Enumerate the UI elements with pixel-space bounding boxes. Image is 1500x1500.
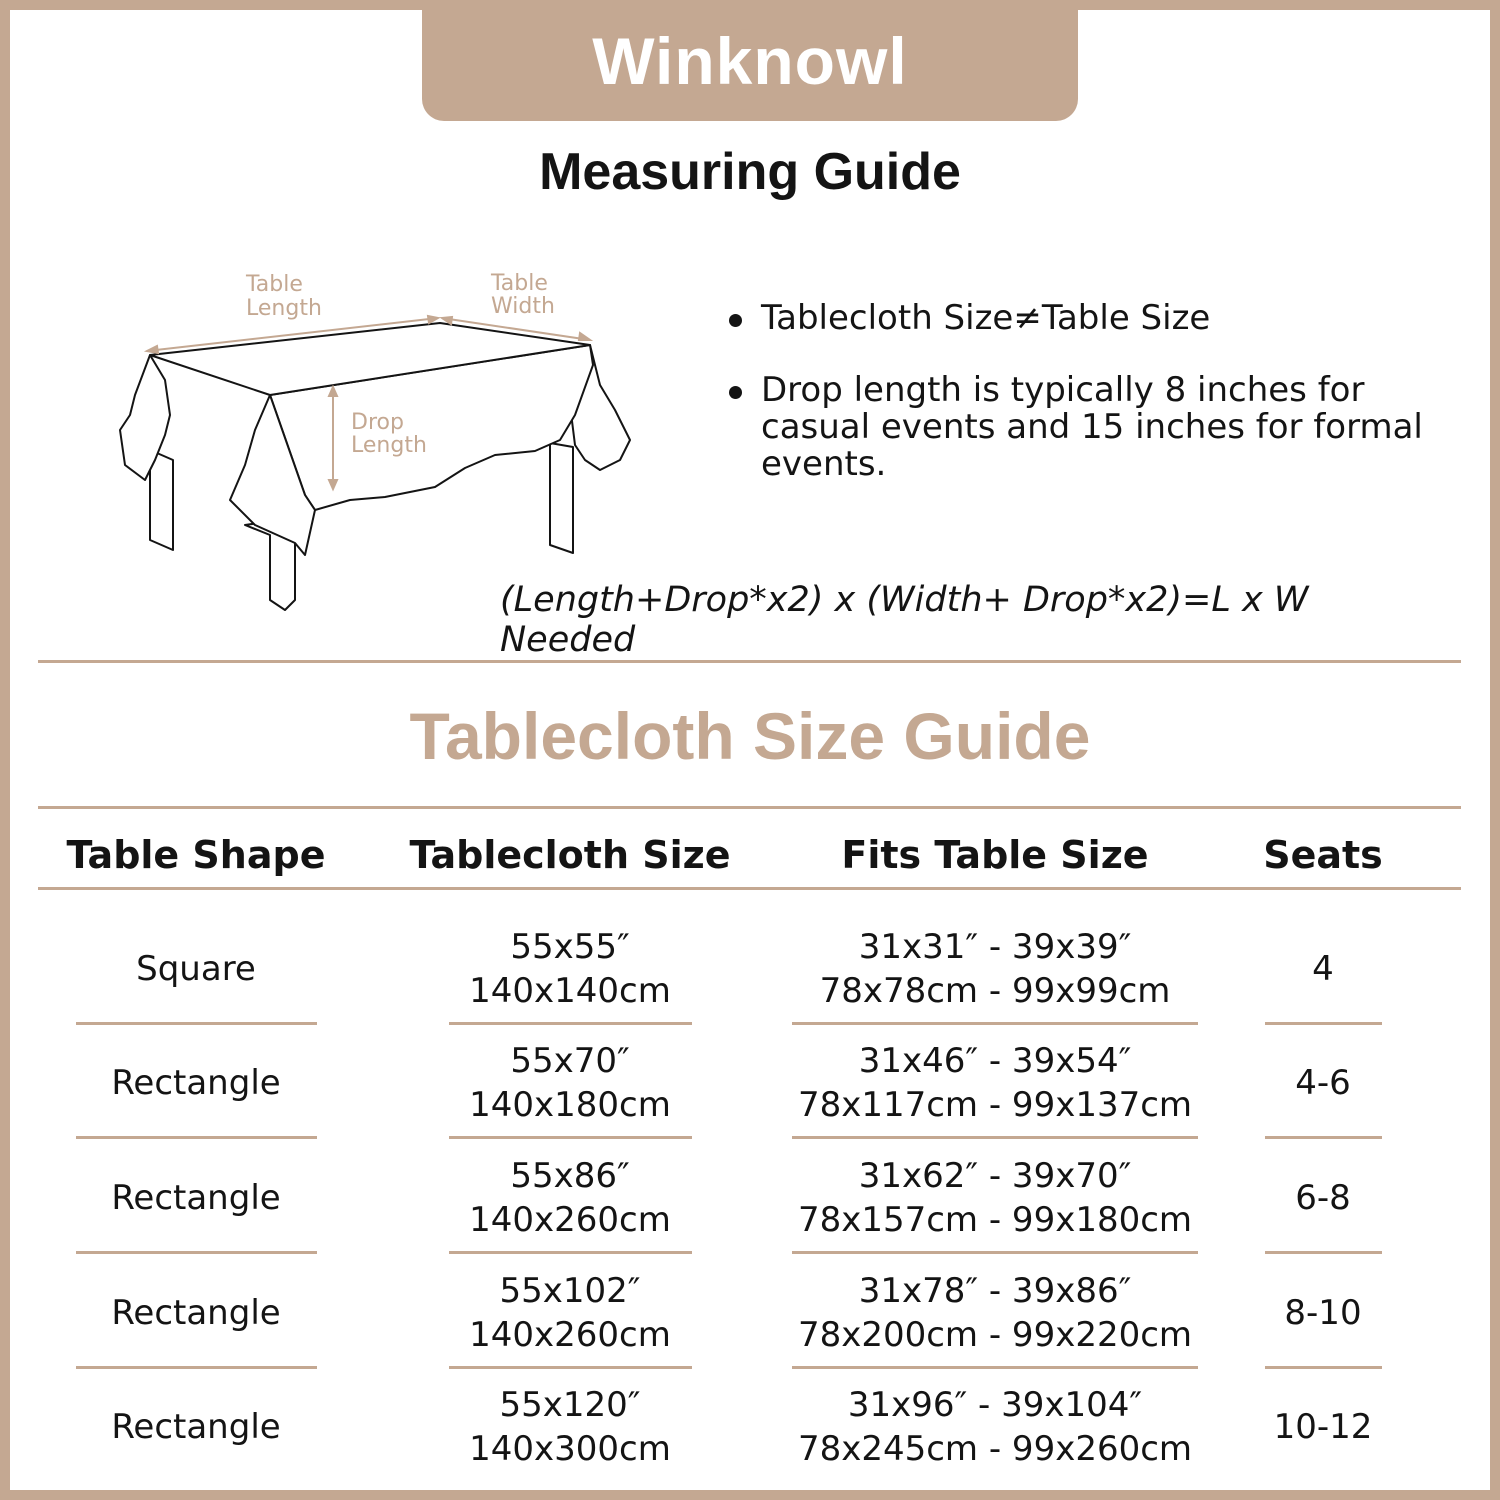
page — [10, 10, 1490, 1490]
table-leg — [550, 443, 573, 553]
cell-table-shape: Rectangle — [111, 1407, 281, 1447]
table-length-label: Length — [246, 296, 322, 321]
fits-inches: 31x31″ - 39x39″ — [858, 927, 1132, 967]
header-fits-table-size: Fits Table Size — [841, 833, 1149, 877]
cell-fits-table-size — [785, 1154, 1205, 1242]
fits-inches: 31x46″ - 39x54″ — [858, 1041, 1132, 1081]
cell-table-shape: Rectangle — [111, 1063, 281, 1103]
cell-seats: 4 — [1312, 949, 1334, 989]
brand-banner — [422, 0, 1078, 121]
cell-fits-table-size — [785, 1039, 1205, 1127]
cell-tablecloth-size — [400, 1383, 740, 1471]
size-inches: 55x86″ — [510, 1156, 630, 1196]
row-separator — [792, 1251, 1198, 1254]
size-guide-title: Tablecloth Size Guide — [409, 699, 1091, 773]
brand-name: Winknowl — [592, 23, 908, 98]
size-cm: 140x260cm — [469, 1315, 671, 1355]
cell-tablecloth-size — [400, 925, 740, 1013]
row-separator — [449, 1251, 692, 1254]
table-top-rule — [38, 806, 1461, 809]
measuring-guide-title: Measuring Guide — [539, 143, 961, 201]
size-cm: 140x300cm — [469, 1429, 671, 1469]
fits-cm: 78x78cm - 99x99cm — [819, 971, 1171, 1011]
size-inches: 55x102″ — [499, 1271, 641, 1311]
cell-table-shape: Rectangle — [111, 1293, 281, 1333]
arrow-head — [579, 333, 590, 340]
row-separator — [792, 1022, 1198, 1025]
size-cm: 140x180cm — [469, 1085, 671, 1125]
cell-tablecloth-size — [400, 1039, 740, 1127]
size-cm: 140x260cm — [469, 1200, 671, 1240]
arrow-head — [428, 316, 438, 323]
table-header-rule — [38, 887, 1461, 890]
measuring-notes — [725, 300, 1425, 518]
row-separator — [76, 1136, 317, 1139]
fits-inches: 31x96″ - 39x104″ — [847, 1385, 1143, 1425]
row-separator — [792, 1136, 1198, 1139]
cell-tablecloth-size — [400, 1269, 740, 1357]
note-item: Drop length is typically 8 inches for casual events and 15 inches for formal events. — [725, 372, 1425, 483]
arrow-head — [147, 346, 158, 353]
row-separator — [792, 1366, 1198, 1369]
cell-fits-table-size — [785, 1269, 1205, 1357]
cell-tablecloth-size — [400, 1154, 740, 1242]
table-width-label: Table — [491, 271, 548, 296]
row-separator — [76, 1251, 317, 1254]
cell-fits-table-size — [785, 925, 1205, 1013]
header-seats: Seats — [1263, 833, 1383, 877]
cell-seats: 6-8 — [1295, 1178, 1351, 1218]
fits-inches: 31x62″ - 39x70″ — [858, 1156, 1132, 1196]
header-tablecloth-size: Tablecloth Size — [409, 833, 731, 877]
size-inches: 55x70″ — [510, 1041, 630, 1081]
row-separator — [1265, 1136, 1382, 1139]
row-separator — [1265, 1251, 1382, 1254]
row-separator — [76, 1366, 317, 1369]
cell-seats: 8-10 — [1284, 1293, 1362, 1333]
fits-inches: 31x78″ - 39x86″ — [858, 1271, 1132, 1311]
size-inches: 55x120″ — [499, 1385, 641, 1425]
note-item: Tablecloth Size≠Table Size — [725, 300, 1425, 337]
size-cm: 140x140cm — [469, 971, 671, 1011]
drop-length-label: Length — [351, 433, 427, 458]
cell-table-shape: Square — [136, 949, 256, 989]
cell-table-shape: Rectangle — [111, 1178, 281, 1218]
tablecloth-diagram — [105, 255, 645, 635]
drop-length-label: Drop — [351, 410, 404, 435]
size-formula: (Length+Drop*x2) x (Width+ Drop*x2)=L x W Needed — [500, 580, 1309, 660]
row-separator — [449, 1136, 692, 1139]
table-length-label: Table — [246, 272, 303, 297]
table-width-label: Width — [491, 294, 555, 319]
cell-fits-table-size — [785, 1383, 1205, 1471]
header-table-shape: Table Shape — [66, 833, 326, 877]
row-separator — [449, 1022, 692, 1025]
fits-cm: 78x200cm - 99x220cm — [797, 1315, 1193, 1355]
cell-seats: 4-6 — [1295, 1063, 1351, 1103]
row-separator — [1265, 1366, 1382, 1369]
row-separator — [76, 1022, 317, 1025]
cell-seats: 10-12 — [1273, 1407, 1373, 1447]
row-separator — [1265, 1022, 1382, 1025]
row-separator — [449, 1366, 692, 1369]
fits-cm: 78x157cm - 99x180cm — [797, 1200, 1193, 1240]
fits-cm: 78x245cm - 99x260cm — [797, 1429, 1193, 1469]
size-inches: 55x55″ — [510, 927, 630, 967]
fits-cm: 78x117cm - 99x137cm — [797, 1085, 1193, 1125]
section-divider — [38, 660, 1461, 663]
